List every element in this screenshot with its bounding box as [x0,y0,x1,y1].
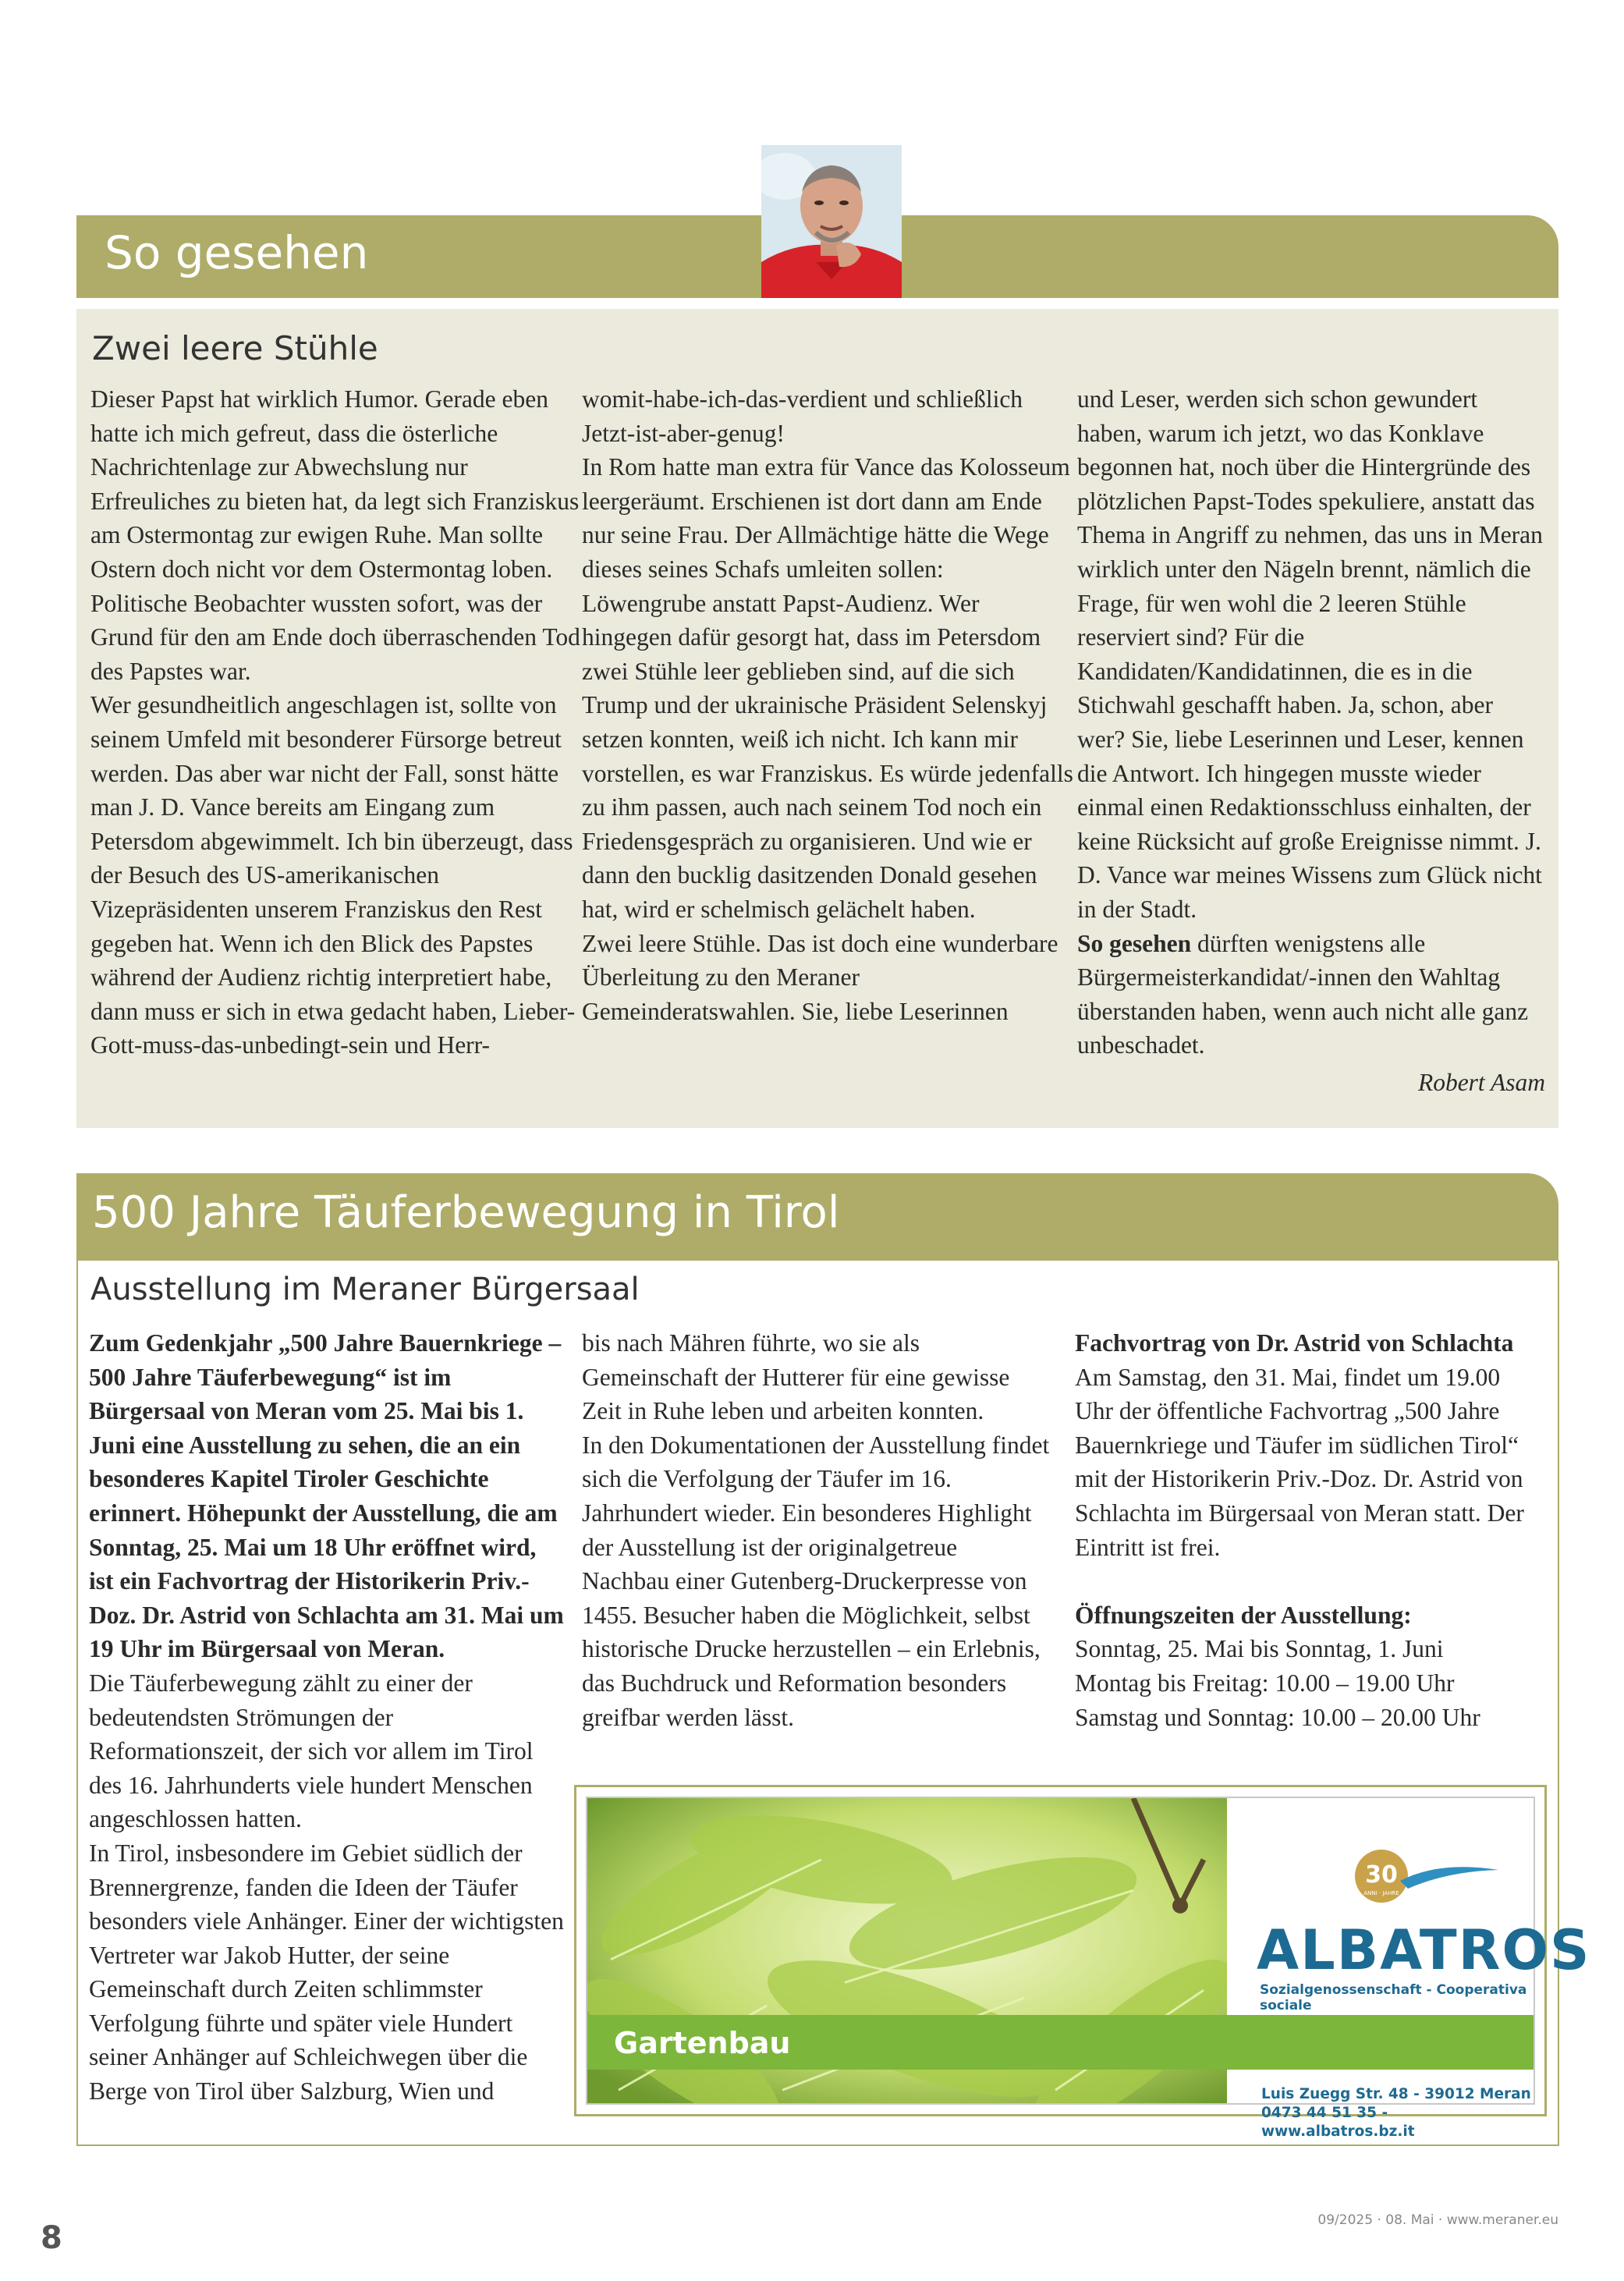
closing-bold: So gesehen [1077,929,1192,957]
info-heading [1075,1326,1543,1360]
brand-subtitle: Sozialgenossenschaft - Cooperativa sociale [1260,1982,1527,2013]
page-number: 8 [41,2220,62,2256]
paragraph: In den Dokumentationen der Ausstellung findet sich die Verfolgung der Täufer im 16. Jahrhundert wieder. Ein besonderes Highlight der Ausstellung ist der originalgetreue Nachbau einer Gutenberg-Druckerpresse von 1455. Besucher haben die Möglichkeit, selbst historische Drucke herzustellen – ein Erlebnis, das Buchdruck und Reformation besonders greifbar werden lässt. [582,1431,1050,1731]
intro-text: Zum Gedenkjahr „500 Jahre Bauernkriege – 500 Jahre Täuferbewegung“ ist im Bürgersaal von Meran vom 25. Mai bis 1. Juni eine Ausstellung zu sehen, die an ein besonderes Kapitel Tiroler Geschichte erinnert. Höhepunkt der Ausstellung, die am Sonntag, 25. Mai um 18 Uhr eröffnet wird, ist ein Fachvortrag der Historikerin Priv.-Doz. Dr. Astrid von Schlachta am 31. Mai um 19 Uhr im Bürgersaal von Meran. [89,1329,564,1663]
ad-category-bar [587,2015,1534,2070]
author-signature: Robert Asam [1417,1068,1545,1096]
issue-info: 09/2025 · 08. Mai · www.meraner.eu [1317,2212,1558,2228]
hours-heading: Öffnungszeiten der Ausstellung: [1075,1601,1412,1629]
ad-contact [1261,2085,1534,2141]
article-column-3 [1077,382,1545,1099]
hours-line: Sonntag, 25. Mai bis Sonntag, 1. Juni [1075,1635,1444,1663]
hours-line: Montag bis Freitag: 10.00 – 19.00 Uhr [1075,1669,1455,1697]
paragraph: Zwei leere Stühle. Das ist doch eine wunderbare Überleitung zu den Meraner Gemeinderatswahlen. Sie, liebe Leserinnen [582,929,1058,1025]
paragraph: In Tirol, insbesondere im Gebiet südlich der Brennergrenze, fanden die Ideen der Täufer besonders viele Anhänger. Einer der wichtigsten Vertreter war Jakob Hutter, der seine Gemeinschaft durch Zeiten schlimmster Verfolgung führte und später viele Hundert seiner Anhänger auf Schleichwegen über die Berge von Tirol über Salzburg, Wien und [89,1839,564,2105]
paragraph: Am Samstag, den 31. Mai, findet um 19.00 Uhr der öffentliche Fachvortrag „500 Jahre Bauernkriege und Täufer im südlichen Tirol“ mit der Historikerin Priv.-Doz. Dr. Astrid von Schlachta im Bürgersaal von Meran statt. Der Eintritt ist frei. [1075,1363,1524,1561]
portrait-image [761,145,902,298]
ad-phone-website[interactable]: 0473 44 51 35 - www.albatros.bz.it [1261,2105,1415,2140]
paragraph: bis nach Mähren führte, wo sie als Gemeinschaft der Hutterer für eine gewisse Zeit in Ruhe leben und arbeiten konnten. [582,1329,1010,1425]
info-heading [1075,1598,1543,1633]
intro-paragraph [89,1326,565,1666]
closing-text: dürften wenigstens alle Bürgermeisterkandidat/-innen den Wahltag überstanden haben, wenn auch nicht alle ganz unbeschadet. [1077,929,1529,1059]
hours-line: Samstag und Sonntag: 10.00 – 20.00 Uhr [1075,1703,1480,1731]
albatros-advertisement[interactable] [574,1785,1591,2140]
closing-paragraph [1077,927,1545,1062]
article-column-1 [90,382,590,1062]
section-title: So gesehen [105,226,369,279]
article-frame-taeuferbewegung [76,1261,1591,2146]
ad-category-label: Gartenbau [614,2026,791,2060]
paragraph: In Rom hatte man extra für Vance das Kolosseum leergeräumt. Erschienen ist dort dann am Ende nur seine Frau. Der Allmächtige hätte die Wege dieses seines Schafs umleiten sollen: Löwengrube anstatt Papst-Audienz. Wer hingegen dafür gesorgt hat, dass im Petersdom zwei Stühle leer geblieben sind, auf die sich Trump und der ukrainische Präsident Selenskyj setzen konnten, weiß ich nicht. Ich kann mir vorstellen, es war Franziskus. Es würde jedenfalls zu ihm passen, auch nach seinem Tod noch ein Friedensgespräch zu organisieren. Und wie er dann den bucklig dasitzenden Donald gesehen hat, wird er schelmisch gelächelt haben. [582,453,1073,923]
article-column-2 [582,1326,1050,1734]
svg-text:30: 30 [1365,1861,1398,1889]
anniversary-badge-icon [1346,1845,1502,1907]
lecture-heading: Fachvortrag von Dr. Astrid von Schlachta [1075,1329,1514,1357]
article-subtitle: Ausstellung im Meraner Bürgersaal [90,1272,640,1307]
section-header-taeuferbewegung [76,1173,1558,1261]
paragraph: Die Täuferbewegung zählt zu einer der bedeutendsten Strömungen der Reformationszeit, der sich vor allem im Tirol des 16. Jahrhunderts viele hundert Menschen angeschlossen hatten. [89,1669,534,1833]
article-subtitle: Zwei leere Stühle [92,329,378,367]
brand-name: ALBATROS [1257,1918,1591,1982]
column-panel-so-gesehen [76,309,1558,1128]
albatros-logo [1346,1845,1502,1907]
article-column-3 [1075,1326,1543,1734]
article-column-1 [89,1326,565,2109]
paragraph: und Leser, werden sich schon gewundert haben, warum ich jetzt, wo das Konklave begonnen hat, noch über die Hintergründe des plötzlichen Papst-Todes spekuliere, anstatt das Thema in Angriff zu nehmen, das uns in Meran wirklich unter den Nägeln brennt, nämlich die Frage, für wen wohl die 2 leeren Stühle reserviert sind? Für die Kandidaten/Kandidatinnen, die es in die Stichwahl geschafft haben. Ja, schon, aber wer? Sie, liebe Leserinnen und Leser, kennen die Antwort. Ich hingegen musste wieder einmal einen Redaktionsschluss einhalten, der keine Rücksicht auf große Ereignisse nimmt. J. D. Vance war meines Wissens zum Glück nicht in der Stadt. [1077,385,1543,923]
ad-address: Luis Zuegg Str. 48 - 39012 Meran [1261,2086,1531,2102]
paragraph: Dieser Papst hat wirklich Humor. Gerade eben hatte ich mich gefreut, dass die österliche Nachrichtenlage zur Abwechslung nur Erfreuliches zu bieten hat, da legt sich Franziskus am Ostermontag zur ewigen Ruhe. Man sollte Ostern doch nicht vor dem Ostermontag loben. Politische Beobachter wussten sofort, was der Grund für den am Ende doch überraschenden Tod des Papstes war. [90,385,580,685]
paragraph: womit-habe-ich-das-verdient und schließlich Jetzt-ist-aber-genug! [582,385,1023,447]
article-column-2 [582,382,1073,1028]
paragraph: Wer gesundheitlich angeschlagen ist, sollte von seinem Umfeld mit besonderer Fürsorge betreut werden. Das aber war nicht der Fall, sonst hätte man J. D. Vance bereits am Eingang zum Petersdom abgewimmelt. Ich bin überzeugt, dass der Besuch des US-amerikanischen Vizepräsidenten unserem Franziskus den Rest gegeben hat. Wenn ich den Blick des Papstes während der Audienz richtig interpretiert habe, dann muss er sich in etwa gedacht haben, Lieber-Gott-muss-das-unbedingt-sein und Herr- [90,691,576,1059]
ad-inner-frame [586,1797,1591,2140]
section-title: 500 Jahre Täuferbewegung in Tirol [92,1187,840,1238]
svg-text:ANNI · JAHRE: ANNI · JAHRE [1363,1890,1399,1896]
author-portrait [761,145,902,298]
